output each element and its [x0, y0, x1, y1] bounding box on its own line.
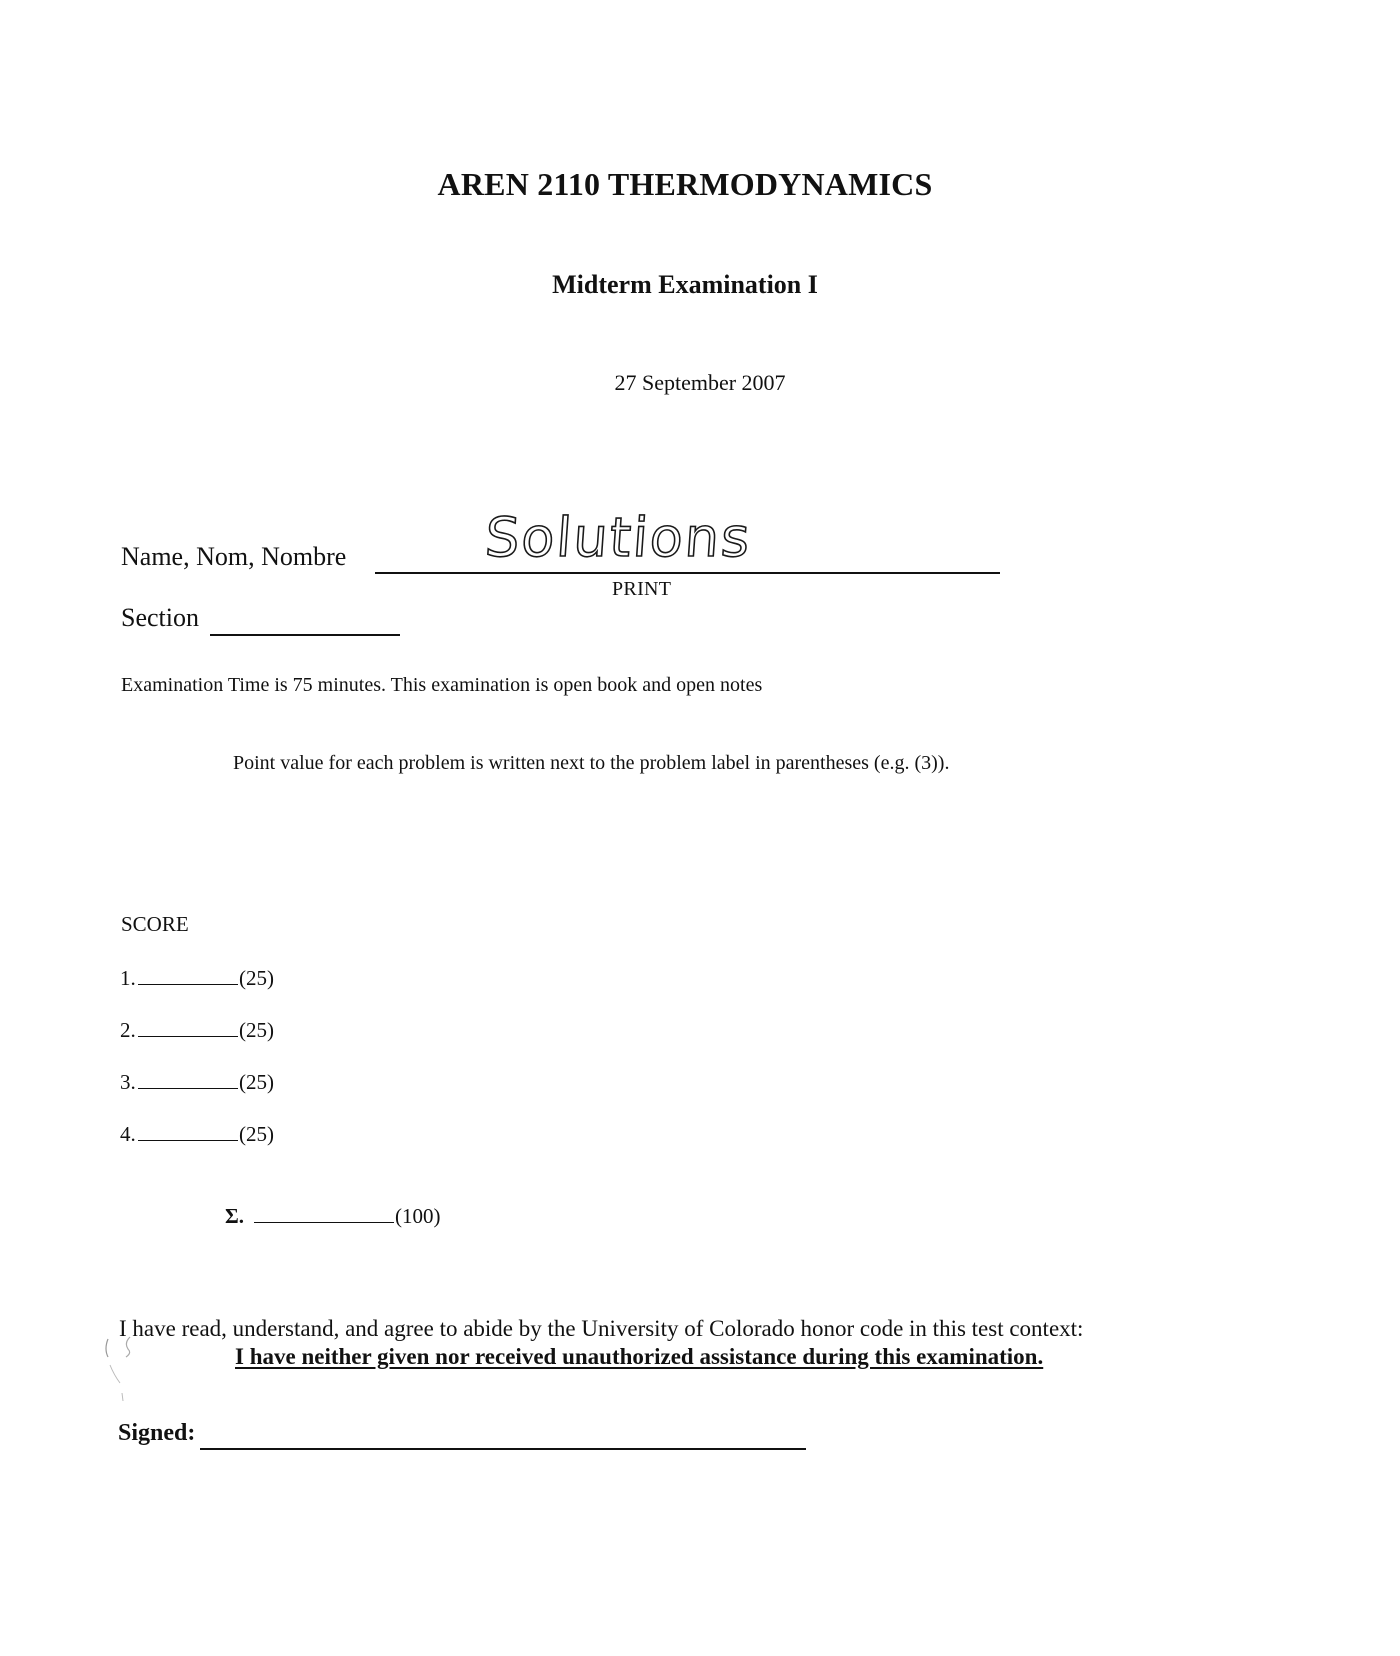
exam-title: AREN 2110 THERMODYNAMICS [437, 166, 933, 202]
score-row [120, 1070, 274, 1098]
score-blank[interactable] [138, 1036, 238, 1037]
handwritten-name [483, 498, 754, 578]
honor-code-statement: I have read, understand, and agree to abide by the University of Colorado honor code in this test context: [119, 1316, 1084, 1341]
sigma-symbol: Σ. [225, 1204, 244, 1228]
name-label: Name, Nom, Nombre [121, 542, 347, 571]
score-row [120, 966, 274, 994]
problem-number: 2. [120, 1018, 136, 1042]
problem-points: (25) [239, 966, 274, 990]
score-row [120, 1018, 274, 1046]
score-row [120, 1122, 274, 1150]
signature-line[interactable] [200, 1448, 806, 1450]
signed-label: Signed: [118, 1420, 196, 1446]
point-value-instructions: Point value for each problem is written next to the problem label in parentheses (e.g. (3)). [233, 752, 950, 774]
score-blank[interactable] [138, 984, 238, 985]
total-score-blank[interactable] [254, 1222, 394, 1223]
score-heading: SCORE [121, 912, 189, 936]
problem-number: 1. [120, 966, 136, 990]
section-label: Section [121, 603, 199, 632]
total-score-row [225, 1204, 440, 1229]
score-blank[interactable] [138, 1088, 238, 1089]
stray-pencil-marks [100, 1335, 145, 1410]
exam-time-instructions: Examination Time is 75 minutes. This examination is open book and open notes [121, 674, 763, 696]
exam-date: 27 September 2007 [614, 370, 786, 395]
problem-points: (25) [239, 1018, 274, 1042]
problem-number: 3. [120, 1070, 136, 1094]
problem-points: (25) [239, 1122, 274, 1146]
honor-pledge: I have neither given nor received unauthorized assistance during this examination. [235, 1344, 1044, 1369]
section-field-line[interactable] [210, 634, 400, 636]
handwritten-name-text: Solutions [483, 506, 754, 569]
problem-points: (25) [239, 1070, 274, 1094]
exam-subtitle: Midterm Examination I [552, 270, 818, 299]
score-blank[interactable] [138, 1140, 238, 1141]
problem-number: 4. [120, 1122, 136, 1146]
total-points: (100) [394, 1204, 441, 1228]
print-label: PRINT [612, 578, 672, 600]
